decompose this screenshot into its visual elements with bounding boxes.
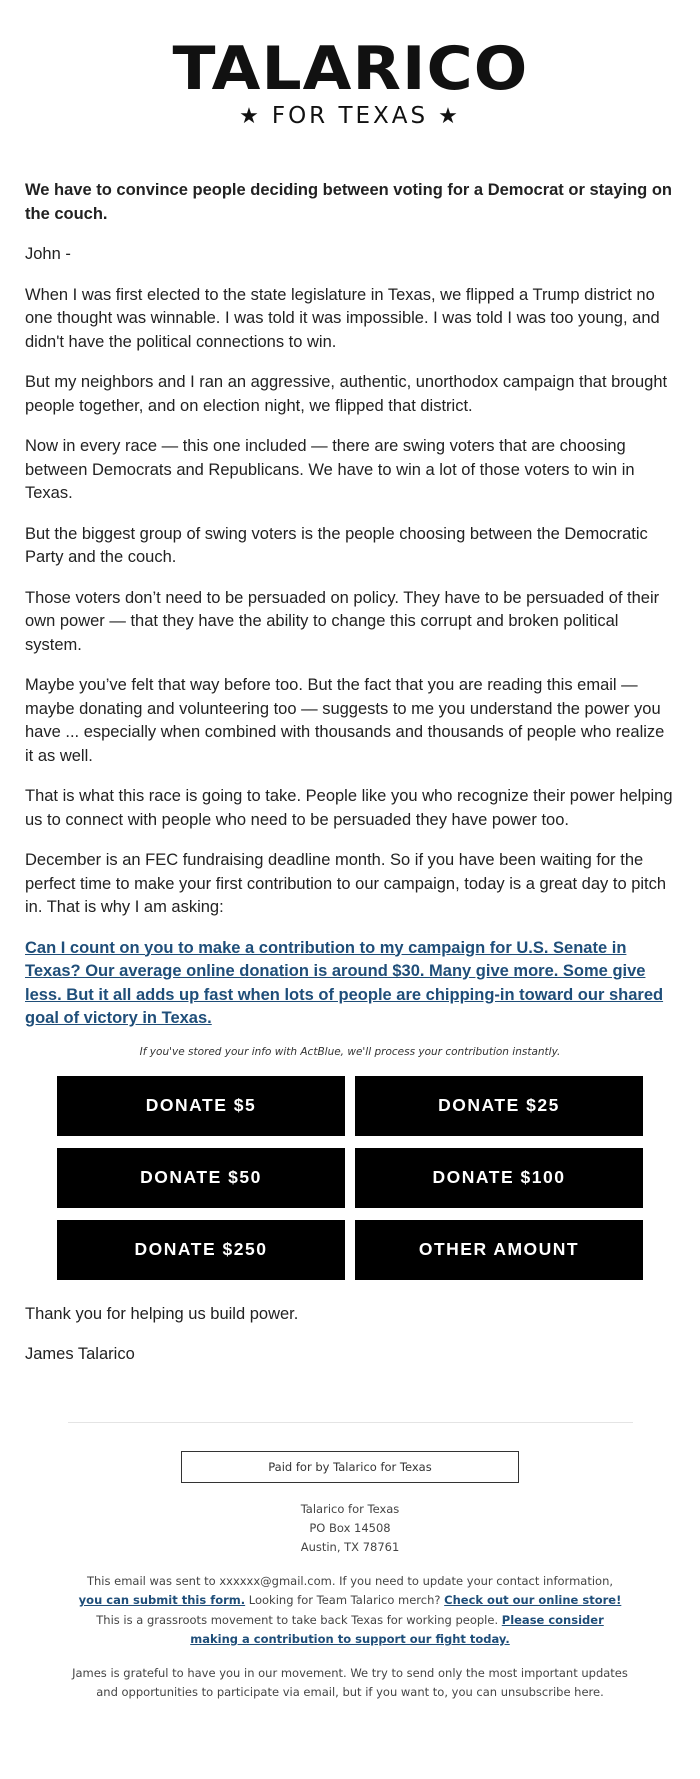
star-icon: ★ <box>239 104 262 129</box>
email-headline: We have to convince people deciding between voting for a Democrat or staying on the couch. <box>25 181 672 223</box>
update-contact-link[interactable]: you can submit this form. <box>78 1593 246 1607</box>
notice-text: This email was sent to xxxxxx@gmail.com. If you need to update your contact information, <box>86 1573 614 1588</box>
body-paragraph: Those voters don’t need to be persuaded on policy. They have to be persuaded of their own power — that they have the ability to change this corrupt and broken political system. <box>25 588 660 654</box>
footer-notice <box>68 1572 633 1650</box>
donate-250-button[interactable]: DONATE $250 <box>57 1220 345 1280</box>
star-icon: ★ <box>438 104 461 129</box>
unsubscribe-notice: James is grateful to have you in our movement. We try to send only the most important updates and opportunities to participate via email, but if you want to, you can unsubscribe here. <box>72 1665 628 1699</box>
notice-text: Looking for Team Talarico merch? <box>245 1593 445 1607</box>
greeting: John - <box>25 245 71 263</box>
donate-50-button[interactable]: DONATE $50 <box>57 1148 345 1208</box>
body-paragraph: But my neighbors and I ran an aggressive, authentic, unorthodox campaign that brought people together, and on election night, we flipped that district. <box>25 373 668 415</box>
body-paragraph: That is what this race is going to take. People like you who recognize their power helping us to connect with people who need to be persuaded they have power too. <box>25 787 673 829</box>
donate-5-button[interactable]: DONATE $5 <box>57 1076 345 1136</box>
email-footer <box>68 1422 633 1703</box>
body-paragraph: When I was first elected to the state legislature in Texas, we flipped a Trump district no one thought was winnable. I was told it was impossible. I was told I was too young, and didn't have the political connections to win. <box>25 285 660 351</box>
address-line: PO Box 14508 <box>309 1520 391 1535</box>
contribute-link[interactable]: Please consider making a contribution to support our fight today. <box>190 1612 604 1646</box>
donate-100-button[interactable]: DONATE $100 <box>355 1148 643 1208</box>
other-amount-button[interactable]: OTHER AMOUNT <box>355 1220 643 1280</box>
online-store-link[interactable]: Check out our online store! <box>444 1593 622 1607</box>
body-paragraph: Now in every race — this one included — there are swing voters that are choosing between Democrats and Republicans. We have to win a lot of those voters to win in Texas. <box>25 437 635 502</box>
logo-wordmark: TALARICO <box>172 34 528 104</box>
body-paragraph: Maybe you’ve felt that way before too. But the fact that you are reading this email — maybe donating and volunteering too — suggests to me you understand the power you have ... especially when combined with thousands and thousands of people who realize it as well. <box>25 676 665 765</box>
notice-text: This is a grassroots movement to take back Texas for working people. <box>96 1612 502 1627</box>
campaign-logo <box>0 0 700 129</box>
closing-line: Thank you for helping us build power. <box>25 1304 299 1323</box>
paid-for-disclaimer: Paid for by Talarico for Texas <box>181 1451 519 1483</box>
body-paragraph: December is an FEC fundraising deadline month. So if you have been waiting for the perfect time to make your first contribution to our campaign, today is a great day to pitch in. That is why I am asking: <box>25 851 667 916</box>
contribution-ask-link[interactable]: Can I count on you to make a contribution to my campaign for U.S. Senate in Texas? Our average online donation is around $30. Many give more. Some give less. But it all adds up fast when lots of people are chipping-in toward our shared goal of victory in Texas. <box>25 938 664 1027</box>
actblue-note: If you've stored your info with ActBlue, we'll process your contribution instantly. <box>139 1045 561 1058</box>
address-line: Talarico for Texas <box>300 1501 400 1516</box>
body-paragraph: But the biggest group of swing voters is the people choosing between the Democratic Party and the couch. <box>25 524 648 566</box>
donate-25-button[interactable]: DONATE $25 <box>355 1076 643 1136</box>
signature: James Talarico <box>25 1345 135 1363</box>
donate-button-grid <box>57 1076 643 1280</box>
address-line: Austin, TX 78761 <box>300 1539 400 1554</box>
logo-subtitle-text: FOR TEXAS <box>271 103 429 129</box>
mailing-address <box>68 1500 633 1557</box>
email-body <box>0 112 700 1367</box>
